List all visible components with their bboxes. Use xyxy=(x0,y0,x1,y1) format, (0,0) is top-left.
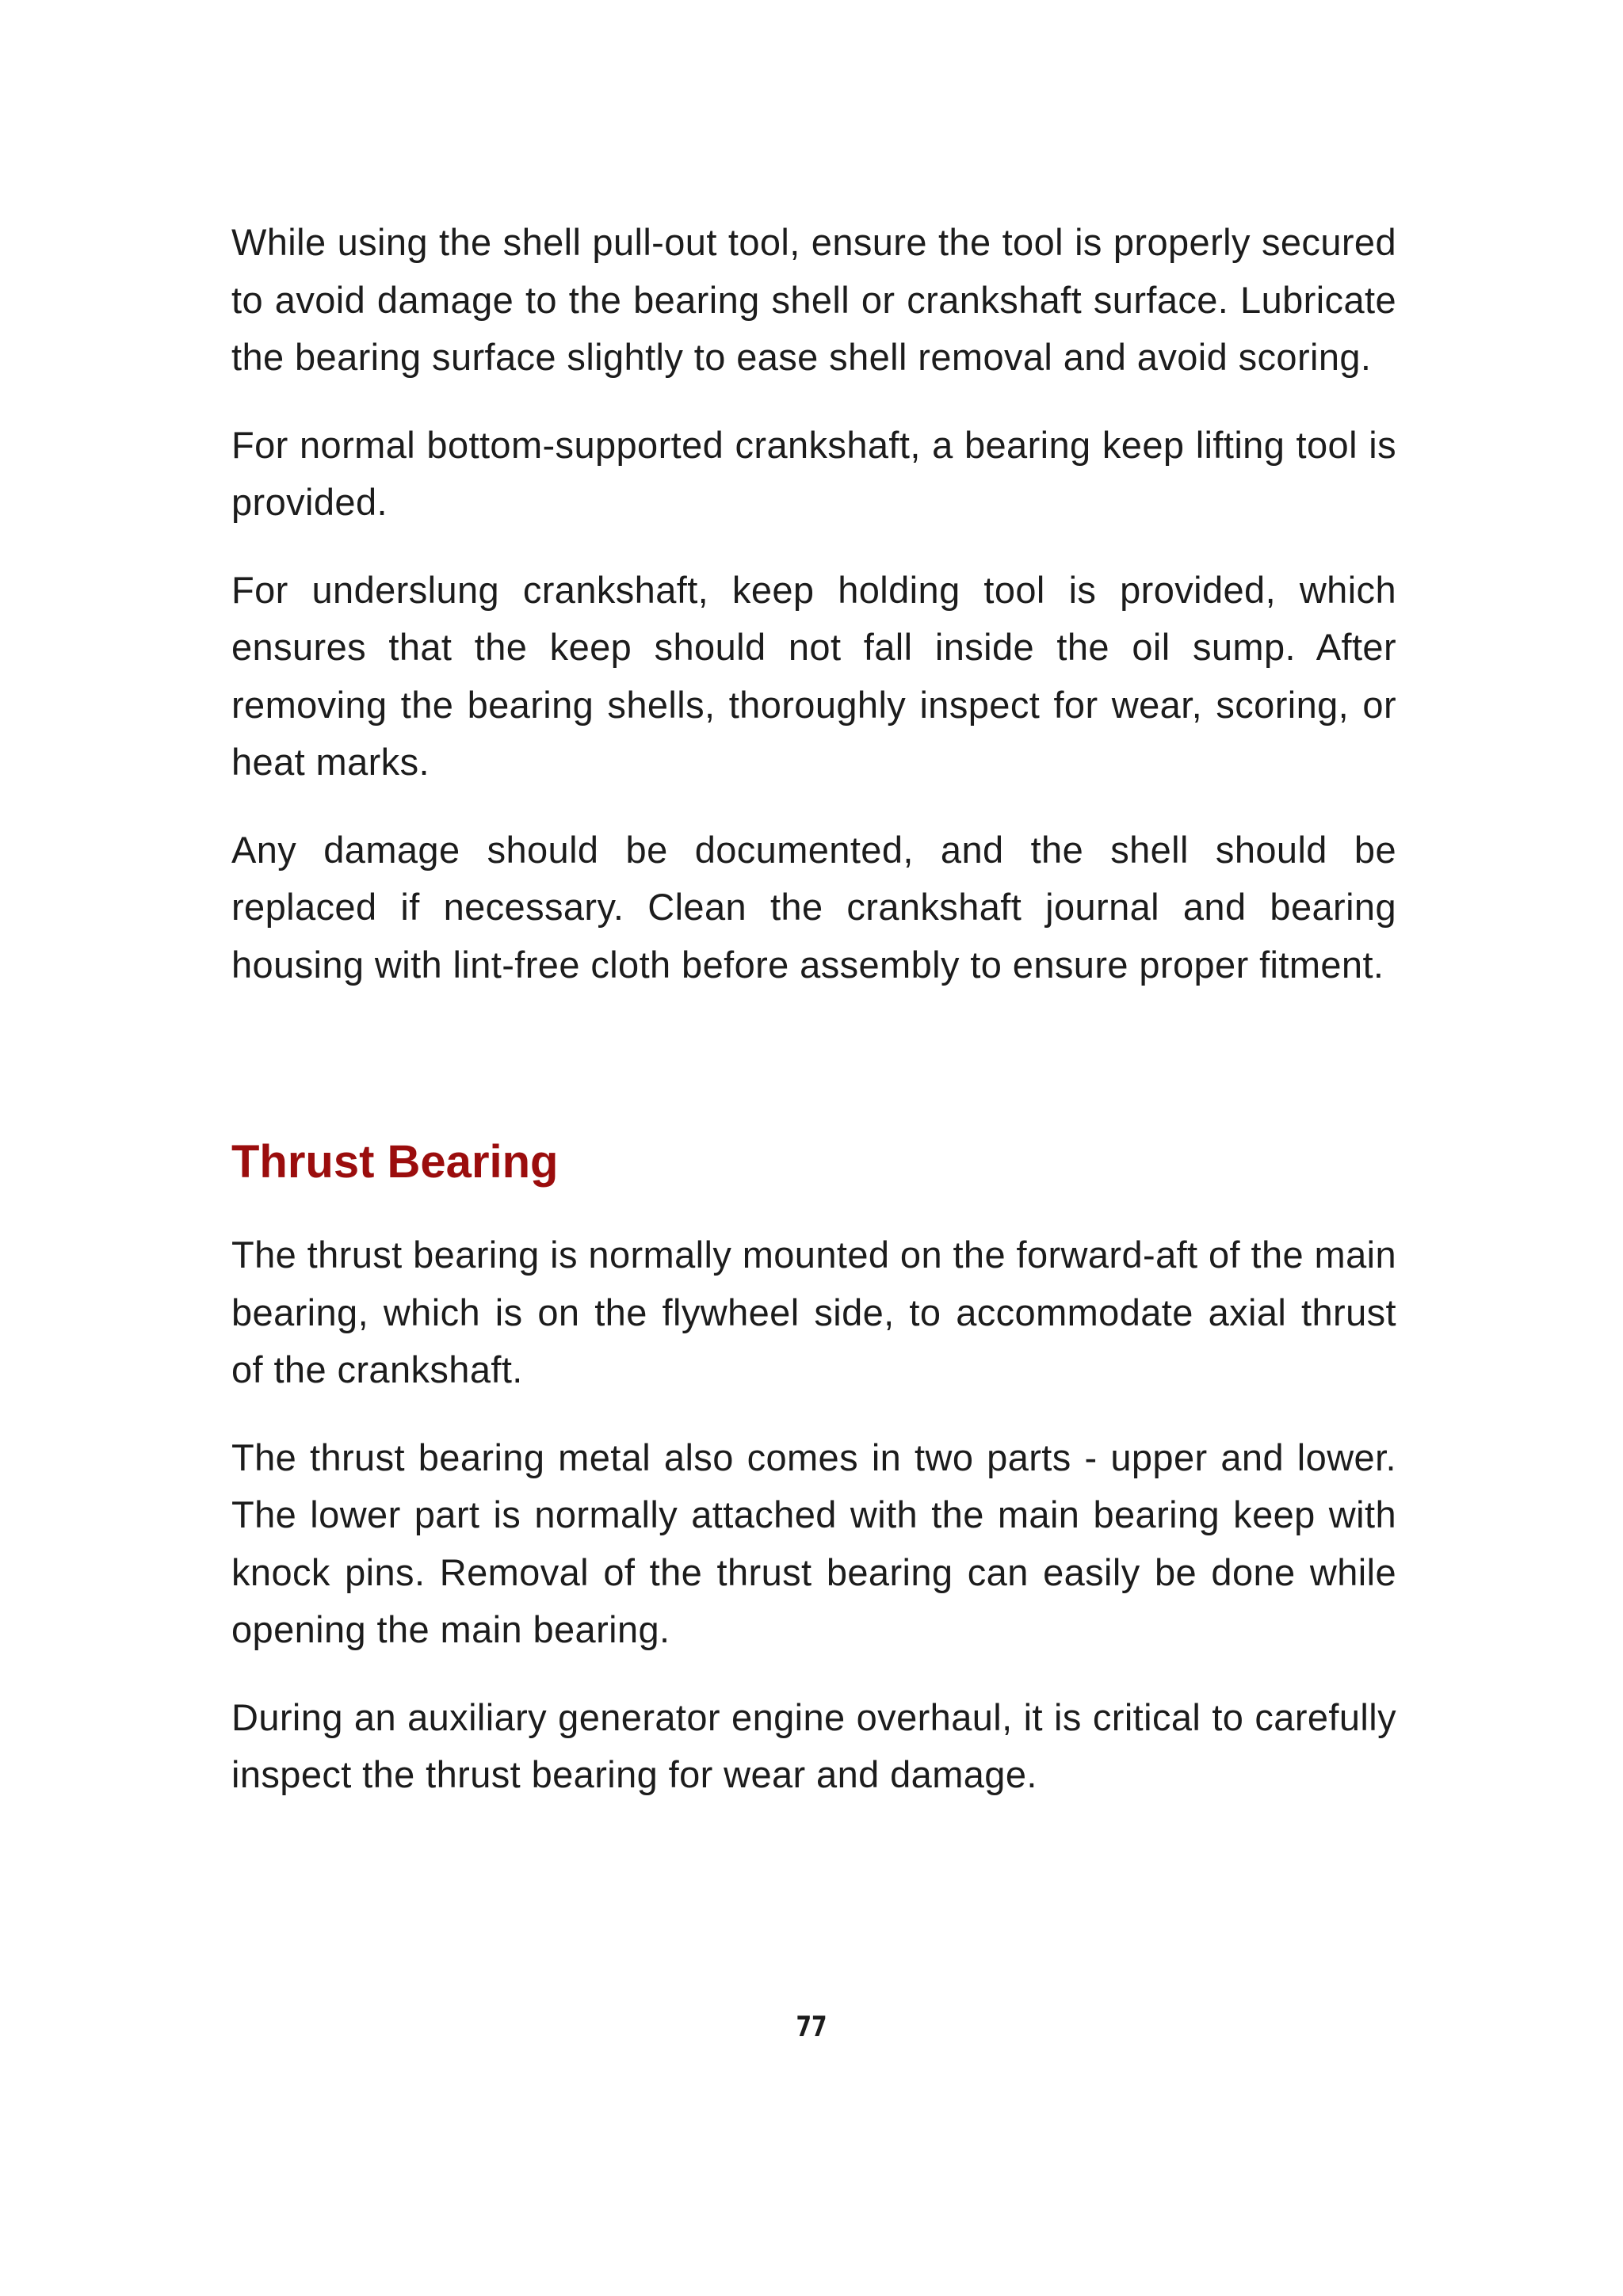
paragraph: For normal bottom-supported crankshaft, a bearing keep lifting tool is provided. xyxy=(231,423,1396,523)
page-number: 77 xyxy=(796,2011,827,2043)
section-heading: Thrust Bearing xyxy=(231,1136,559,1188)
page-body xyxy=(231,214,1396,1834)
paragraph: Any damage should be documented, and the shell should be replaced if necessary. Clean the crankshaft journal and bearing housing with lint-free cloth before assembly to ensure proper fitment. xyxy=(231,828,1396,986)
paragraph: The thrust bearing is normally mounted on the forward-aft of the main bearing, which is on the flywheel side, to accommodate axial thrust of the crankshaft. xyxy=(231,1234,1396,1390)
paragraph: While using the shell pull-out tool, ensure the tool is properly secured to avoid damage to the bearing shell or crankshaft surface. Lubricate the bearing surface slightly to ease shell removal and avoid scoring. xyxy=(231,221,1396,378)
paragraph: The thrust bearing metal also comes in two parts - upper and lower. The lower part is normally attached with the main bearing keep with knock pins. Removal of the thrust bearing can easily be done while opening the main bearing. xyxy=(231,1436,1396,1650)
paragraph: During an auxiliary generator engine overhaul, it is critical to carefully inspect the thrust bearing for wear and damage. xyxy=(231,1695,1396,1795)
paragraph: For underslung crankshaft, keep holding tool is provided, which ensures that the keep should not fall inside the oil sump. After removing the bearing shells, thoroughly inspect for wear, scoring, or heat marks. xyxy=(231,568,1396,783)
